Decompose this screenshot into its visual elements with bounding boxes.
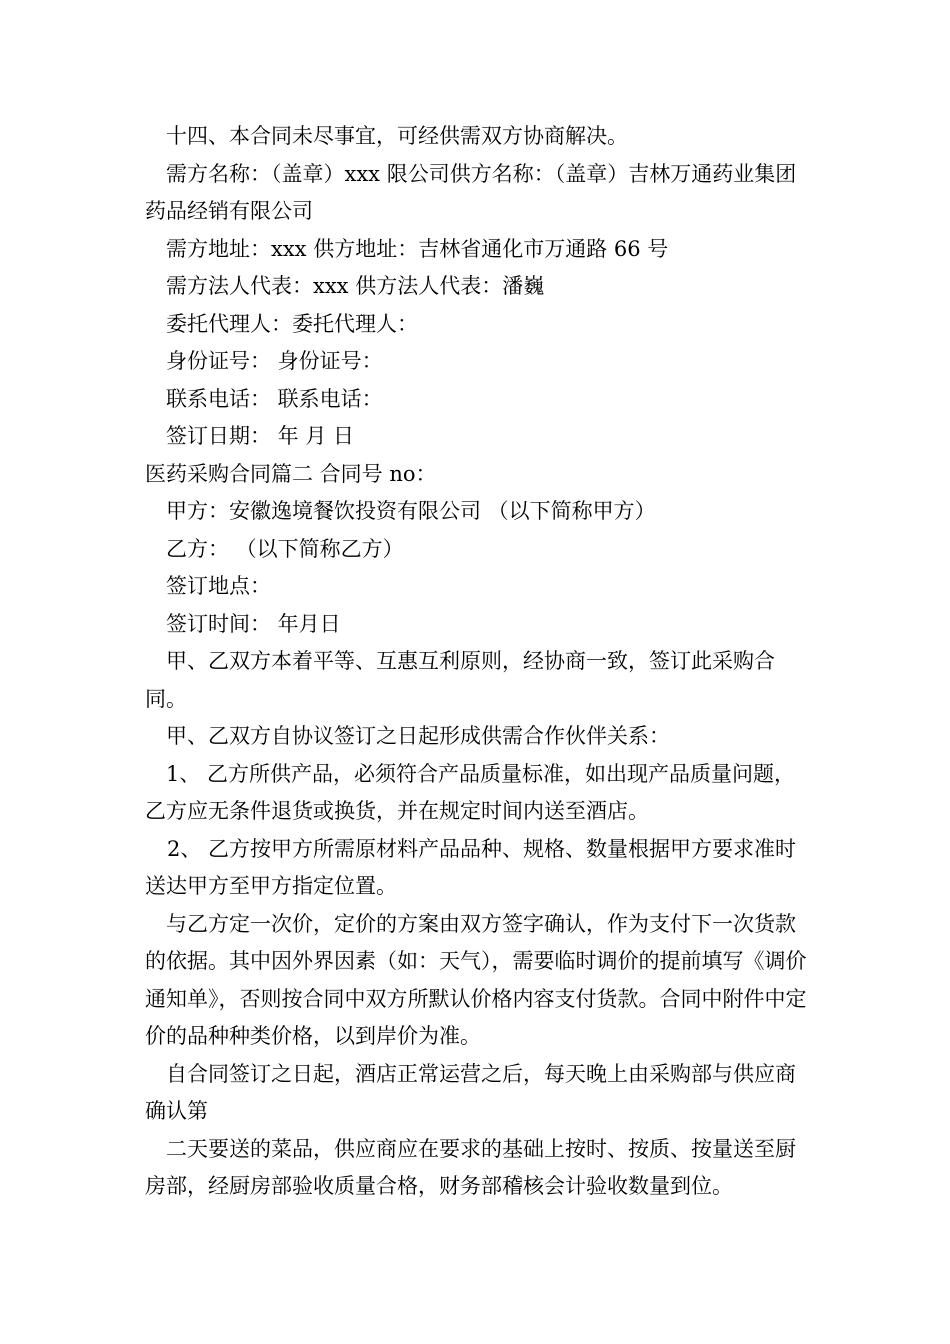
partnership-paragraph: 甲、乙双方自协议签订之日起形成供需合作伙伴关系：	[166, 724, 670, 748]
clause-1: 1、 乙方所供产品，必须符合产品质量标准，如出现产品质量问题，乙方应无条件退货或换货，并在规定时间内送至酒店。	[145, 761, 796, 823]
clause-2: 2、 乙方按甲方所需原材料产品品种、规格、数量根据甲方要求准时送达甲方至甲方指定位置。	[145, 836, 797, 898]
delivery-paragraph: 二天要送的菜品，供应商应在要求的基础上按时、按质、按量送至厨房部，经厨房部验收质量合格，财务部稽核会计验收数量到位。	[145, 1136, 796, 1198]
signing-place: 签订地点：	[166, 574, 271, 598]
signing-time: 签订时间： 年月日	[166, 611, 341, 636]
clause-14: 十四、本合同未尽事宜，可经供需双方协商解决。	[166, 124, 628, 148]
section-heading-contract-two: 医药采购合同篇二 合同号 no：	[145, 461, 437, 486]
pricing-paragraph: 与乙方定一次价，定价的方案由双方签字确认，作为支付下一次货款的依据。其中因外界因素（如：天气），需要临时调价的提前填写《调价通知单》，否则按合同中双方所默认价格内容支付货款。合同中附件中定价的品种种类价格，以到岸价为准。	[145, 911, 807, 1048]
party-a: 甲方：安徽逸境餐饮投资有限公司 （以下简称甲方）	[166, 499, 656, 523]
id-numbers: 身份证号： 身份证号：	[166, 349, 383, 373]
buyer-seller-names: 需方名称：（盖章）xxx 限公司供方名称：（盖章）吉林万通药业集团药品经销有限公司	[145, 161, 797, 223]
document-body	[145, 118, 810, 1206]
buyer-seller-addresses: 需方地址：xxx 供方地址：吉林省通化市万通路 66 号	[166, 236, 669, 261]
authorized-agents: 委托代理人：委托代理人：	[166, 311, 418, 336]
party-b: 乙方： （以下简称乙方）	[166, 536, 404, 561]
contact-phones: 联系电话： 联系电话：	[166, 386, 383, 411]
daily-confirmation-paragraph: 自合同签订之日起，酒店正常运营之后，每天晚上由采购部与供应商确认第	[145, 1061, 796, 1123]
legal-representatives: 需方法人代表：xxx 供方法人代表：潘巍	[166, 274, 545, 298]
principle-paragraph: 甲、乙双方本着平等、互惠互利原则，经协商一致，签订此采购合同。	[145, 649, 775, 711]
signing-date: 签订日期： 年 月 日	[166, 424, 355, 448]
